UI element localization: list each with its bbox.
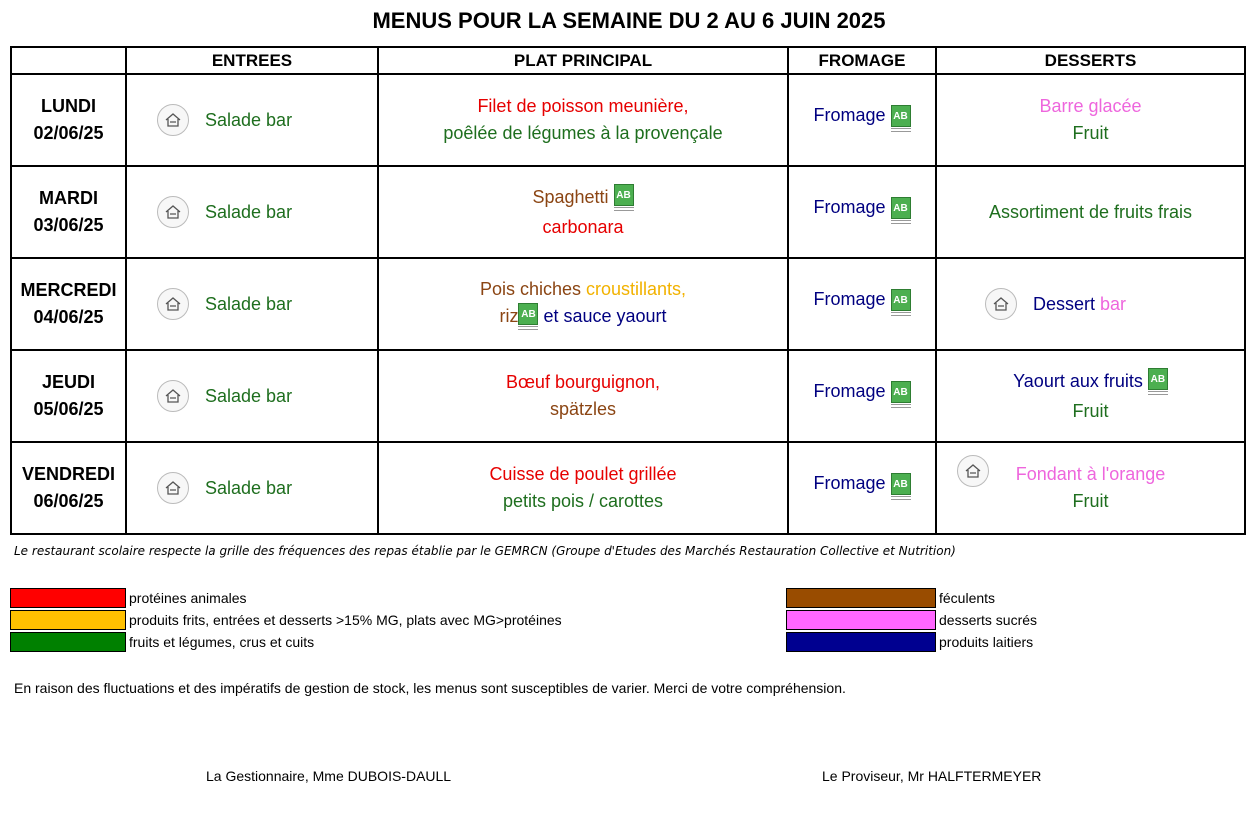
fait-maison-icon xyxy=(985,288,1017,320)
legend-swatch xyxy=(10,610,126,630)
day-date: 05/06/25 xyxy=(33,399,104,419)
fait-maison-icon xyxy=(157,472,189,504)
day-cell xyxy=(11,350,126,442)
entree-cell xyxy=(126,166,378,258)
entree-cell xyxy=(126,74,378,166)
day-cell xyxy=(11,258,126,350)
legend-swatch xyxy=(10,632,126,652)
header-desserts: DESSERTS xyxy=(936,47,1245,74)
legend-label: produits laitiers xyxy=(939,634,1034,650)
dessert-line-1: Yaourt aux fruits AB xyxy=(937,368,1244,398)
fromage-text: Fromage xyxy=(813,197,886,217)
ab-bio-icon: AB xyxy=(891,289,911,319)
fromage-text: Fromage xyxy=(813,381,886,401)
dessert-cell xyxy=(936,350,1245,442)
fromage-text: Fromage xyxy=(813,473,886,493)
ab-bio-icon: AB xyxy=(891,473,911,503)
table-row xyxy=(11,350,1245,442)
plat-cell xyxy=(378,350,788,442)
dessert-line-2: Fruit xyxy=(1072,491,1109,511)
fromage-text: Fromage xyxy=(813,289,886,309)
fait-maison-icon xyxy=(957,455,989,487)
day-date: 02/06/25 xyxy=(33,123,104,143)
legend-swatch xyxy=(786,632,936,652)
legend-swatch xyxy=(786,610,936,630)
entree-cell xyxy=(126,350,378,442)
ab-bio-icon: AB xyxy=(1148,368,1168,398)
plat-line-1: Filet de poisson meunière, xyxy=(477,96,689,116)
dessert-line-1: Assortiment de fruits frais xyxy=(988,201,1193,222)
day-cell xyxy=(11,442,126,534)
legend-swatch xyxy=(786,588,936,608)
legend-item xyxy=(786,609,1037,631)
ab-bio-icon: AB xyxy=(614,184,634,214)
fait-maison-icon xyxy=(157,288,189,320)
entree-text: Salade bar xyxy=(205,201,293,222)
plat-line-1: Spaghetti AB xyxy=(379,184,787,214)
ab-bio-icon: AB xyxy=(891,381,911,411)
plat-line-2: carbonara xyxy=(542,216,624,237)
entree-text: Salade bar xyxy=(205,385,293,406)
fromage-cell xyxy=(788,442,936,534)
plat-cell xyxy=(378,258,788,350)
ab-bio-icon: AB xyxy=(518,303,538,333)
plat-cell xyxy=(378,166,788,258)
fromage-cell xyxy=(788,74,936,166)
fromage-text: Fromage xyxy=(813,105,886,125)
table-row xyxy=(11,442,1245,534)
header-fromage: FROMAGE xyxy=(788,47,936,74)
legend-item xyxy=(786,587,995,609)
header-row xyxy=(11,47,1245,74)
stock-disclaimer: En raison des fluctuations et des impératifs de gestion de stock, les menus sont susceptibles de varier. Merci de votre compréhension. xyxy=(14,680,846,696)
fait-maison-icon xyxy=(157,380,189,412)
dessert-line-1: Barre glacée xyxy=(1039,96,1142,116)
plat-line-2: riz AB et sauce yaourt xyxy=(379,303,787,333)
legend-item xyxy=(10,631,314,653)
legend-item xyxy=(10,609,562,631)
ab-bio-icon: AB xyxy=(891,197,911,227)
day-cell xyxy=(11,166,126,258)
entree-text: Salade bar xyxy=(205,477,293,498)
fait-maison-icon xyxy=(157,196,189,228)
fait-maison-icon xyxy=(157,104,189,136)
dessert-cell xyxy=(936,442,1245,534)
entree-text: Salade bar xyxy=(205,109,293,130)
plat-line-1: Pois chiches croustillants, xyxy=(479,278,687,299)
day-date: 03/06/25 xyxy=(33,215,104,235)
dessert-line-2: Fruit xyxy=(1072,123,1109,143)
legend-label: protéines animales xyxy=(129,590,247,606)
plat-line-2: spätzles xyxy=(549,399,617,419)
signature-gestionnaire: La Gestionnaire, Mme DUBOIS-DAULL xyxy=(206,768,452,784)
dessert-cell xyxy=(936,74,1245,166)
fromage-cell xyxy=(788,350,936,442)
entree-text: Salade bar xyxy=(205,293,293,314)
plat-cell xyxy=(378,442,788,534)
day-name: LUNDI xyxy=(41,96,96,116)
entree-cell xyxy=(126,258,378,350)
legend-label: desserts sucrés xyxy=(939,612,1038,628)
plat-line-2: poêlée de légumes à la provençale xyxy=(443,123,723,143)
table-row xyxy=(11,74,1245,166)
dessert-cell xyxy=(936,258,1245,350)
dessert-line-1: Fondant à l'orange xyxy=(1015,464,1166,484)
header-day xyxy=(11,47,126,74)
dessert-line-1: Dessert bar xyxy=(1033,293,1127,314)
header-entrees: ENTREES xyxy=(126,47,378,74)
legend-item xyxy=(10,587,247,609)
signature-proviseur: Le Proviseur, Mr HALFTERMEYER xyxy=(822,768,1042,784)
ab-bio-icon: AB xyxy=(891,105,911,135)
table-row xyxy=(11,258,1245,350)
table-row xyxy=(11,166,1245,258)
day-name: MERCREDI xyxy=(20,280,117,300)
header-plat: PLAT PRINCIPAL xyxy=(378,47,788,74)
day-date: 04/06/25 xyxy=(33,307,104,327)
legend-swatch xyxy=(10,588,126,608)
day-name: JEUDI xyxy=(41,372,95,392)
menu-table xyxy=(10,46,1246,535)
day-date: 06/06/25 xyxy=(33,491,104,511)
plat-line-1: Cuisse de poulet grillée xyxy=(489,464,677,484)
dessert-line-2: Fruit xyxy=(1072,400,1109,421)
legend-label: féculents xyxy=(939,590,996,606)
gemrcn-note: Le restaurant scolaire respecte la grille des fréquences des repas établie par le GEMRCN (Groupe d'Etudes des Marchés Restauration Collective et Nutrition) xyxy=(14,544,956,558)
day-cell xyxy=(11,74,126,166)
page-title: MENUS POUR LA SEMAINE DU 2 AU 6 JUIN 2025 xyxy=(372,8,886,33)
legend-label: produits frits, entrées et desserts >15% MG, plats avec MG>protéines xyxy=(129,612,562,628)
fromage-cell xyxy=(788,166,936,258)
entree-cell xyxy=(126,442,378,534)
legend-label: fruits et légumes, crus et cuits xyxy=(129,634,315,650)
legend-item xyxy=(786,631,1033,653)
fromage-cell xyxy=(788,258,936,350)
day-name: MARDI xyxy=(39,188,98,208)
plat-line-2: petits pois / carottes xyxy=(502,491,664,511)
plat-cell xyxy=(378,74,788,166)
dessert-cell xyxy=(936,166,1245,258)
day-name: VENDREDI xyxy=(21,464,115,484)
plat-line-1: Bœuf bourguignon, xyxy=(505,372,661,392)
